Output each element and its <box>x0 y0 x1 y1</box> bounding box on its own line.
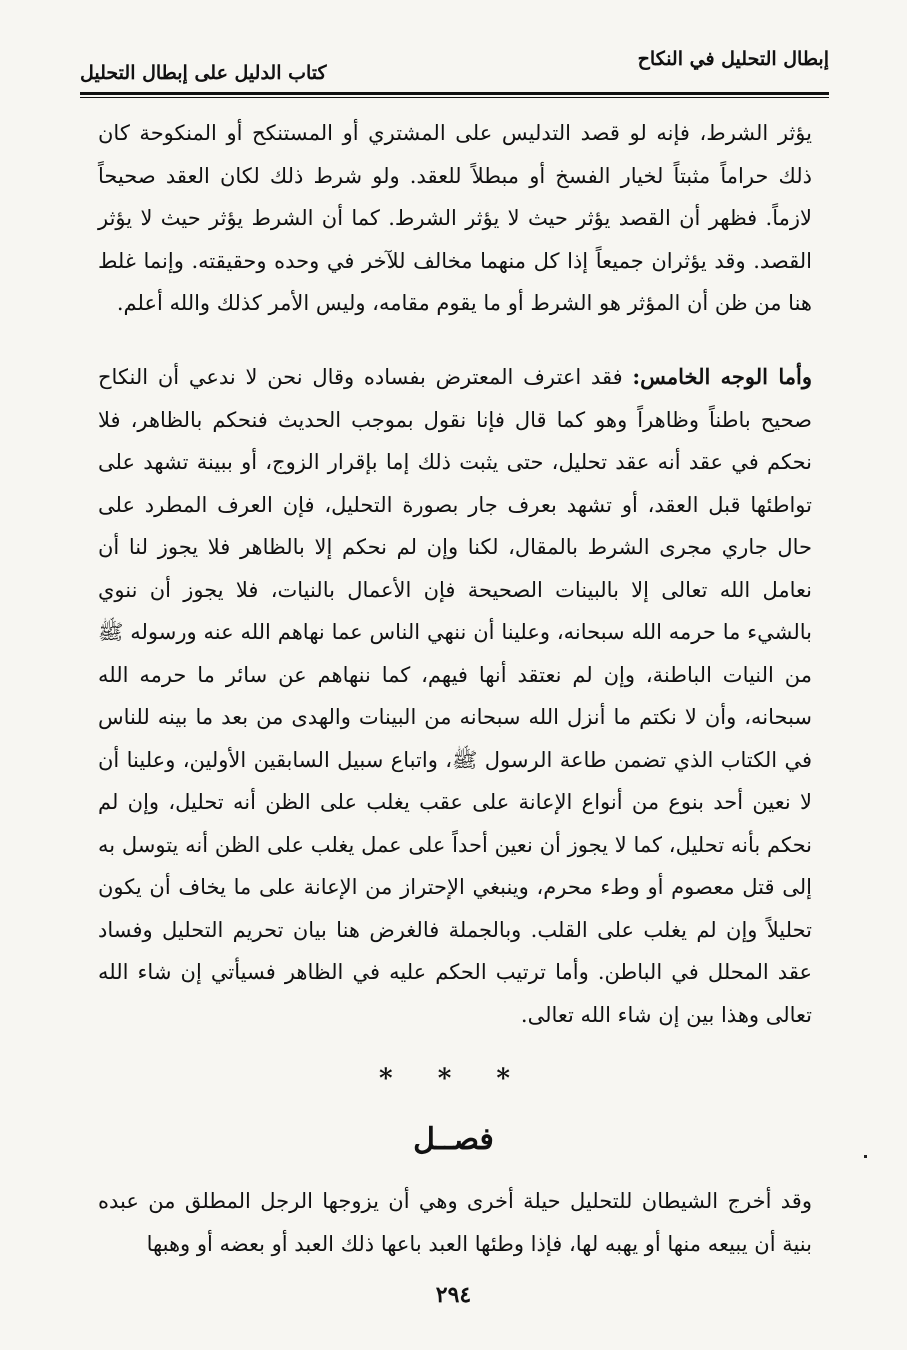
section-separator: * * * <box>379 1064 528 1094</box>
section-title: فصــل <box>413 1122 494 1157</box>
paragraph-2-text: فقد اعترف المعترض بفساده وقال نحن لا ندعي أن النكاح صحيح باطناً وظاهراً وهو كما قال فإنا نقول بموجب الحديث فنحكم بالظاهر، فلا نحكم في عقد أنه عقد تحليل، حتى يثبت ذلك إما بإقرار الزوج، أو ببينة تشهد على تواطئها قبل العقد، أو تشهد بعرف جار بصورة التحليل، فإن العرف المطرد على حال جاري مجرى الشرط بالمقال، لكنا وإن لم نحكم إلا بالظاهر فلا يجوز لنا أن نعامل الله تعالى إلا بالبينات الصحيحة فإن الأعمال بالنيات، فلا يجوز أن ننوي بالشيء ما حرمه الله سبحانه، وعلينا أن ننهي الناس عما نهاهم الله عنه ورسوله ﷺ من النيات الباطنة، وإن لم نعتقد أنها فيهم، كما ننهاهم عن سائر ما حرمه الله سبحانه، وأن لا نكتم ما أنزل الله سبحانه من البينات والهدى من بعد ما بينه للناس في الكتاب الذي تضمن طاعة الرسول ﷺ، واتباع سبيل السابقين الأولين، وعلينا أن لا نعين أحد بنوع من أنواع الإعانة على عقب يغلب على الظن أنه تحليل، وإن لم نحكم بأنه تحليل، كما لا يجوز أن نعين أحداً على عمل يغلب على الظن أنه يتوسل به إلى قتل معصوم أو وطء محرم، وينبغي الإحتراز من الإعانة على ما يخاف أن يكون تحليلاً وإن لم يغلب على القلب. وبالجملة فالغرض هنا بيان تحريم التحليل وفساد عقد المحلل في الباطن. وأما ترتيب الحكم عليه في الظاهر فسيأتي إن شاء الله تعالى وهذا بين إن شاء الله تعالى. <box>98 365 812 1027</box>
margin-dot <box>864 1155 867 1158</box>
paragraph-2 <box>98 356 812 1036</box>
header-book-title: إبطال التحليل في النكاح <box>637 48 829 70</box>
header-book-subtitle: كتاب الدليل على إبطال التحليل <box>80 62 327 84</box>
paragraph-3: وقد أخرج الشيطان للتحليل حيلة أخرى وهي أن يزوجها الرجل المطلق من عبده بنية أن يبيعه منها أو يهبه لها، فإذا وطئها العبد باعها ذلك العبد أو بعضه أو وهبها <box>98 1189 812 1256</box>
paragraph-1: يؤثر الشرط، فإنه لو قصد التدليس على المشتري أو المستنكح أو المنكوحة كان ذلك حراماً مثبتاً لخيار الفسخ أو مبطلاً للعقد. ولو شرط ذلك لكان العقد صحيحاً لازماً. فظهر أن القصد يؤثر حيث لا يؤثر الشرط. كما أن الشرط يؤثر حيث لا يؤثر القصد. وقد يؤثران جميعاً إذا كل منهما مخالف للآخر في وحده وحقيقته. وإنما غلط هنا من ظن أن المؤثر هو الشرط أو ما يقوم مقامه، وليس الأمر كذلك والله أعلم. <box>98 121 812 315</box>
paragraph-2-lead: وأما الوجه الخامس: <box>632 364 812 389</box>
running-header <box>80 44 829 98</box>
page-number: ٢٩٤ <box>435 1282 472 1308</box>
header-rule-thick <box>80 92 829 95</box>
header-rule-thin <box>80 97 829 98</box>
